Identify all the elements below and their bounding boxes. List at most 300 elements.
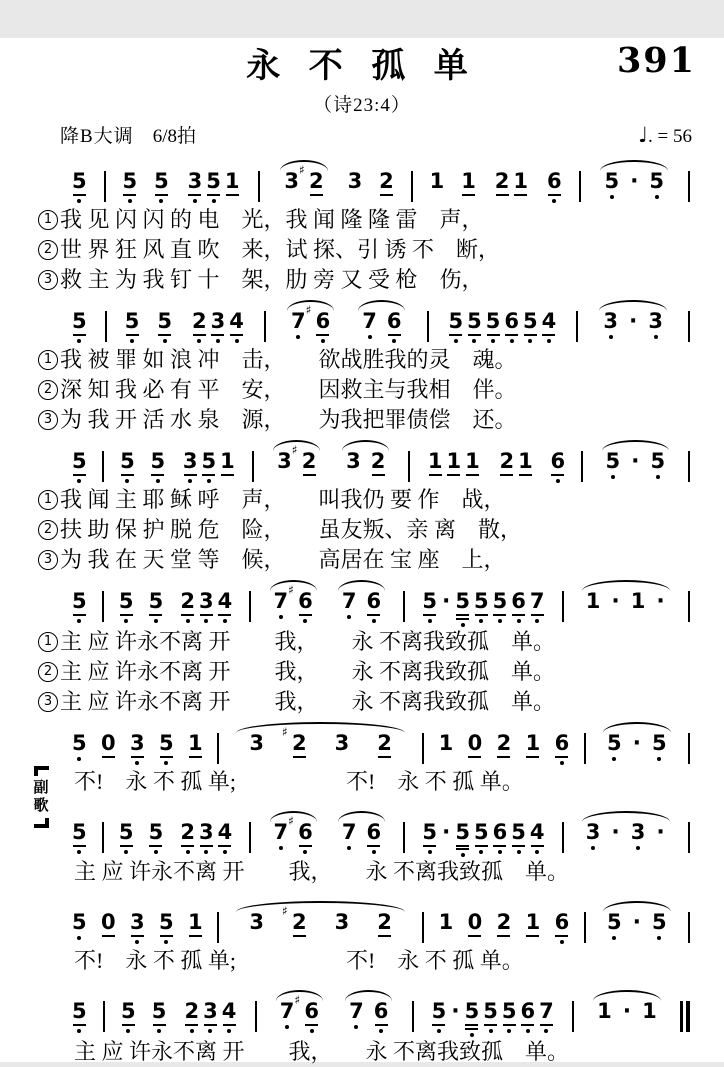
- quarter-note-icon: ♩: [638, 123, 649, 147]
- low-octave-dot: [560, 940, 564, 944]
- eighth-underline: [120, 845, 133, 847]
- tempo-value: . = 56: [648, 126, 692, 147]
- note-digit: 5: [605, 449, 621, 473]
- barline: [102, 451, 104, 482]
- note: [474, 591, 489, 623]
- eighth-underline: [456, 845, 469, 847]
- low-octave-dot: [552, 199, 556, 203]
- augmentation-dot: ·: [656, 819, 665, 845]
- barline: [688, 822, 690, 853]
- low-octave-dot: [164, 940, 168, 944]
- low-octave-dot: [77, 757, 81, 761]
- note-digit: 2: [180, 819, 195, 844]
- note: [72, 171, 87, 203]
- eighth-underline: [526, 935, 539, 937]
- refrain-marker-char: 副: [33, 779, 49, 796]
- low-octave-dot: [654, 335, 658, 339]
- slur-group: [355, 311, 408, 343]
- eighth-underline: [126, 334, 139, 336]
- lyric-text: 主 应 许永不离 开 我， 永 不离我致孤 单。: [60, 688, 556, 714]
- note-digit: 5: [118, 819, 134, 844]
- note: [630, 819, 646, 850]
- low-octave-dot: [296, 335, 300, 339]
- note-digit: 5: [120, 449, 135, 473]
- beam-group: [178, 819, 234, 854]
- note: [513, 171, 528, 196]
- note-digit: 5: [201, 449, 217, 473]
- note: [607, 730, 622, 761]
- low-octave-dot: [197, 339, 201, 343]
- eighth-underline: [149, 845, 162, 847]
- low-octave-dot: [154, 619, 158, 623]
- note-digit: 2: [377, 910, 392, 934]
- augmentation-dot: ·: [611, 589, 620, 614]
- low-octave-dot: [657, 757, 661, 761]
- eighth-underline: [423, 614, 436, 616]
- note-digit: 5: [148, 819, 164, 844]
- low-octave-dot: [655, 195, 659, 199]
- note: [379, 171, 394, 196]
- slur-group: [335, 591, 388, 623]
- verse-number: 2: [38, 662, 58, 682]
- low-octave-dot: [285, 1025, 289, 1029]
- eighth-underline: [367, 845, 380, 847]
- low-octave-dot: [454, 339, 458, 343]
- low-octave-dot: [657, 936, 661, 940]
- low-octave-dot: [636, 846, 640, 850]
- music-body: [0, 158, 724, 1067]
- note: [438, 730, 454, 755]
- low-octave-dot: [489, 1029, 493, 1033]
- note-digit: 6: [511, 589, 526, 613]
- note-digit: 5: [422, 589, 437, 613]
- augmentation-dot: ·: [628, 309, 638, 334]
- low-octave-dot: [472, 339, 476, 343]
- beam-group: [447, 311, 559, 343]
- spacer: [138, 126, 148, 147]
- verse-number: 1: [38, 632, 58, 652]
- note: [547, 171, 562, 203]
- eighth-underline: [432, 1024, 445, 1026]
- note: [525, 730, 541, 758]
- note-digit: 5: [159, 730, 174, 755]
- note: [362, 311, 377, 339]
- low-octave-dot: [491, 339, 495, 343]
- refrain-marker-char: 歌: [33, 797, 49, 814]
- note-digit: 5: [72, 910, 87, 934]
- eighth-underline: [388, 334, 401, 336]
- lyric-text: 深 知 我 必 有 平 安， 因救主与我相 伴。: [60, 377, 517, 402]
- barline: [562, 591, 564, 622]
- note-digit: 0: [467, 910, 483, 934]
- note: [299, 163, 324, 196]
- eighth-underline: [316, 334, 329, 336]
- note: [461, 171, 476, 196]
- note: [288, 583, 313, 623]
- note: [123, 171, 138, 203]
- barline: [584, 733, 586, 764]
- note: [72, 591, 87, 623]
- note: [342, 591, 357, 619]
- eighth-underline: [160, 935, 173, 937]
- note-digit: 2: [496, 910, 512, 934]
- eighth-underline: [465, 1024, 478, 1026]
- note-digit: 5: [150, 449, 166, 473]
- time-signature: 6/8拍: [152, 126, 196, 147]
- note-digit: 4: [541, 309, 557, 333]
- note-digit: 5: [467, 309, 482, 333]
- note: [220, 451, 235, 476]
- eighth-underline: [226, 194, 239, 196]
- barline: [408, 451, 410, 482]
- lyric-text: 主 应 许永不离 开 我， 永 不离我致孤 单。: [74, 1038, 570, 1064]
- low-octave-dot: [544, 1029, 548, 1033]
- note: [335, 912, 350, 933]
- eighth-underline: [230, 334, 243, 336]
- note: [554, 730, 570, 765]
- lyric-line: [38, 1037, 690, 1067]
- low-octave-dot: [223, 619, 227, 623]
- note: [449, 311, 464, 343]
- barline: [688, 912, 690, 943]
- lyric-line: [38, 627, 690, 657]
- sharp-icon: ♯: [282, 724, 288, 739]
- eighth-underline: [555, 756, 568, 758]
- notation-row: [72, 438, 690, 485]
- note-digit: 5: [120, 999, 136, 1023]
- note-digit: 5: [118, 589, 134, 613]
- note-digit: ♯ 2: [291, 443, 317, 473]
- note: [72, 311, 87, 343]
- note-digit: 5: [649, 169, 665, 193]
- note: [72, 819, 87, 854]
- note: [183, 451, 198, 483]
- note: [192, 311, 207, 343]
- note: [430, 171, 445, 192]
- notation-row: [72, 720, 690, 767]
- slur-group: [590, 1001, 664, 1022]
- note: [118, 819, 134, 854]
- note: [367, 591, 382, 623]
- note-digit: 5: [511, 819, 526, 844]
- eighth-underline: [500, 474, 513, 476]
- note: [72, 912, 87, 940]
- note: [72, 1001, 87, 1033]
- verse-number: 2: [38, 520, 58, 540]
- note-digit: 5: [651, 910, 667, 934]
- low-octave-dot: [479, 850, 483, 854]
- note: [277, 451, 292, 472]
- eighth-underline: [131, 935, 144, 937]
- eighth-underline: [73, 194, 86, 196]
- note: [473, 819, 489, 854]
- note-digit: ♯ 6: [288, 813, 313, 844]
- low-octave-dot: [216, 339, 220, 343]
- verse-number: 3: [38, 692, 58, 712]
- note: [294, 993, 319, 1033]
- low-octave-dot: [535, 619, 539, 623]
- eighth-underline: [299, 845, 312, 847]
- note-digit: 3: [277, 449, 292, 473]
- note: [495, 171, 510, 196]
- eighth-underline: [524, 334, 537, 336]
- eighth-underline: [200, 614, 213, 616]
- eighth-underline: [153, 1024, 166, 1026]
- eighth-underline: [73, 474, 86, 476]
- barline: [579, 171, 581, 202]
- note-digit: 7: [529, 589, 545, 613]
- eighth-underline: [493, 845, 506, 847]
- eighth-underline: [303, 474, 316, 476]
- notation-row: [72, 298, 690, 345]
- low-octave-dot: [204, 850, 208, 854]
- lyric-text: 扶 助 保 护 脱 危 险， 虽友叛、亲 离 散，: [60, 517, 523, 542]
- note: [159, 730, 174, 765]
- lyric-text: 我 见 闪 闪 的 电 光，我 闻 隆 隆 雷 声，: [60, 207, 484, 232]
- note: [188, 730, 203, 758]
- low-octave-dot: [159, 199, 163, 203]
- barline: [422, 912, 424, 943]
- eighth-underline: [531, 614, 544, 616]
- note: [468, 912, 483, 937]
- note: [439, 912, 454, 933]
- note: [185, 1001, 200, 1033]
- note: [550, 451, 565, 483]
- barline: [562, 822, 564, 853]
- note-digit: 0: [467, 730, 483, 755]
- eighth-underline: [468, 756, 481, 758]
- note: [465, 1001, 480, 1037]
- low-octave-dot: [303, 850, 307, 854]
- note-digit: 3: [334, 730, 350, 755]
- note-digit: 1: [427, 449, 443, 473]
- low-octave-dot: [498, 850, 502, 854]
- note: [282, 724, 307, 758]
- note-digit: 1: [438, 730, 454, 755]
- note-digit: 6: [504, 309, 520, 333]
- lyric-text: 为 我 开 活 水 泉 源， 为我把罪债偿 还。: [60, 407, 517, 432]
- sharp-icon: ♯: [291, 443, 298, 457]
- note: [496, 730, 512, 758]
- notation-row: [72, 578, 690, 627]
- note: [222, 1001, 237, 1033]
- note: [502, 1001, 517, 1033]
- note-digit: ♯ 2: [299, 163, 324, 193]
- note-digit: 3: [346, 449, 361, 473]
- barline: [576, 311, 578, 342]
- note-digit: 2: [184, 999, 200, 1023]
- note: [486, 311, 501, 343]
- low-octave-dot: [77, 479, 81, 483]
- lyric-line: [38, 687, 690, 717]
- note: [130, 730, 145, 765]
- barline: [264, 311, 266, 342]
- note: [130, 912, 145, 944]
- note: [455, 591, 470, 627]
- eighth-underline: [73, 334, 86, 336]
- note-digit: 7: [341, 589, 357, 613]
- note: [586, 591, 601, 612]
- note: [101, 730, 116, 758]
- eighth-underline: [310, 194, 323, 196]
- note: [651, 730, 667, 761]
- lyric-text: 救 主 为 我 钉 十 架，肋 旁 又 受 枪 伤，: [60, 267, 484, 292]
- note-digit: 6: [554, 730, 570, 755]
- eighth-underline: [367, 614, 380, 616]
- note-digit: 5: [72, 309, 87, 333]
- augmentation-dot: ·: [630, 169, 639, 194]
- meta-row: [60, 121, 692, 148]
- low-octave-dot: [135, 761, 139, 765]
- note-digit: 5: [492, 589, 508, 613]
- eighth-underline: [122, 1024, 135, 1026]
- note-digit: 1: [429, 169, 445, 193]
- eighth-underline: [299, 614, 312, 616]
- note: [642, 1001, 657, 1022]
- eighth-underline: [475, 614, 488, 616]
- slur-group: [597, 171, 671, 199]
- note: [199, 591, 214, 623]
- note-digit: 5: [72, 589, 87, 613]
- lyric-text: 不! 永 不 孤 单; 不! 永 不 孤 单。: [74, 768, 524, 794]
- note-digit: 5: [122, 169, 138, 193]
- eighth-underline: [102, 935, 115, 937]
- eighth-underline: [293, 756, 306, 758]
- eighth-underline: [193, 334, 206, 336]
- note-digit: 1: [224, 169, 240, 193]
- note: [467, 311, 482, 343]
- note: [274, 591, 289, 619]
- notation-row: [72, 809, 690, 858]
- note-digit: 1: [585, 589, 601, 613]
- note: [497, 912, 512, 937]
- slur-group: [267, 583, 320, 623]
- low-octave-dot: [207, 479, 211, 483]
- lyric-text: 主 应 许永不离 开 我， 永 不离我致孤 单。: [74, 859, 570, 884]
- note: [249, 912, 264, 933]
- low-octave-dot: [77, 1029, 81, 1033]
- note: [492, 819, 508, 854]
- barline: [103, 1001, 105, 1032]
- eighth-underline: [540, 1024, 553, 1026]
- slur-group: [579, 819, 673, 850]
- eighth-underline: [555, 935, 568, 937]
- eighth-underline: [372, 474, 385, 476]
- augmentation-dot: ·: [656, 589, 665, 614]
- eighth-underline: [456, 848, 469, 850]
- note-digit: 0: [101, 730, 116, 755]
- note: [607, 912, 622, 940]
- low-octave-dot: [190, 1029, 194, 1033]
- eighth-underline: [429, 474, 442, 476]
- eighth-underline: [514, 194, 527, 196]
- note-digit: 5: [650, 449, 666, 473]
- note: [518, 451, 533, 476]
- note-digit: 3: [199, 819, 214, 844]
- lyric-line: [38, 485, 690, 515]
- eighth-underline: [123, 194, 136, 196]
- low-octave-dot: [560, 761, 564, 765]
- note-digit: 1: [188, 910, 203, 934]
- low-octave-dot: [188, 479, 192, 483]
- low-octave-dot: [208, 1029, 212, 1033]
- note-digit: 1: [518, 449, 533, 473]
- note-digit: ♯ 2: [282, 724, 307, 755]
- note: [511, 819, 526, 854]
- eighth-underline: [73, 1024, 86, 1026]
- note-digit: 1: [188, 730, 203, 755]
- note: [120, 451, 135, 483]
- note-digit: 5: [604, 169, 620, 193]
- note-digit: 1: [597, 999, 612, 1023]
- barline: [217, 912, 219, 943]
- note: [521, 1001, 536, 1033]
- slur-group: [579, 591, 673, 612]
- slur-group: [267, 813, 320, 854]
- low-octave-dot: [610, 195, 614, 199]
- note: [467, 730, 483, 758]
- note-digit: 5: [501, 999, 517, 1023]
- low-octave-dot: [124, 619, 128, 623]
- eighth-underline: [496, 194, 509, 196]
- eighth-underline: [449, 334, 462, 336]
- sharp-icon: ♯: [288, 583, 294, 597]
- eighth-underline: [505, 334, 518, 336]
- note: [218, 591, 233, 623]
- eighth-underline: [465, 1028, 478, 1030]
- note: [526, 912, 541, 937]
- note: [154, 171, 169, 203]
- note-digit: 5: [651, 730, 667, 755]
- eighth-underline: [189, 756, 202, 758]
- slur-group: [273, 993, 326, 1033]
- augmentation-dot: ·: [451, 999, 460, 1024]
- eighth-underline: [380, 194, 393, 196]
- low-octave-dot: [368, 335, 372, 339]
- low-octave-dot: [609, 335, 613, 339]
- note: [159, 912, 174, 944]
- note-digit: ♯ 6: [294, 993, 319, 1023]
- note: [101, 912, 116, 937]
- beam-group: [178, 591, 234, 623]
- barline: [572, 1001, 574, 1032]
- note-digit: 3: [187, 169, 203, 193]
- note: [371, 451, 386, 476]
- low-octave-dot: [528, 339, 532, 343]
- note: [349, 1001, 364, 1029]
- music-system: [38, 438, 690, 575]
- note-digit: 2: [496, 730, 512, 755]
- note-digit: 1: [513, 169, 528, 193]
- note: [188, 171, 203, 203]
- note-digit: 5: [607, 730, 622, 755]
- barline: [412, 1001, 414, 1032]
- eighth-underline: [189, 935, 202, 937]
- note-digit: 3: [630, 819, 646, 844]
- note-digit: 2: [494, 169, 510, 193]
- barline: [422, 733, 424, 764]
- augmentation-dot: ·: [632, 730, 641, 756]
- note-digit: 3: [648, 309, 663, 333]
- final-bar-thick: [686, 1001, 690, 1032]
- barline: [581, 451, 583, 482]
- note-digit: 7: [279, 999, 295, 1023]
- barline: [258, 171, 260, 202]
- note-digit: 1: [525, 730, 541, 755]
- note-digit: 3: [334, 910, 350, 934]
- note-digit: 5: [159, 910, 174, 934]
- eighth-underline: [305, 1024, 318, 1026]
